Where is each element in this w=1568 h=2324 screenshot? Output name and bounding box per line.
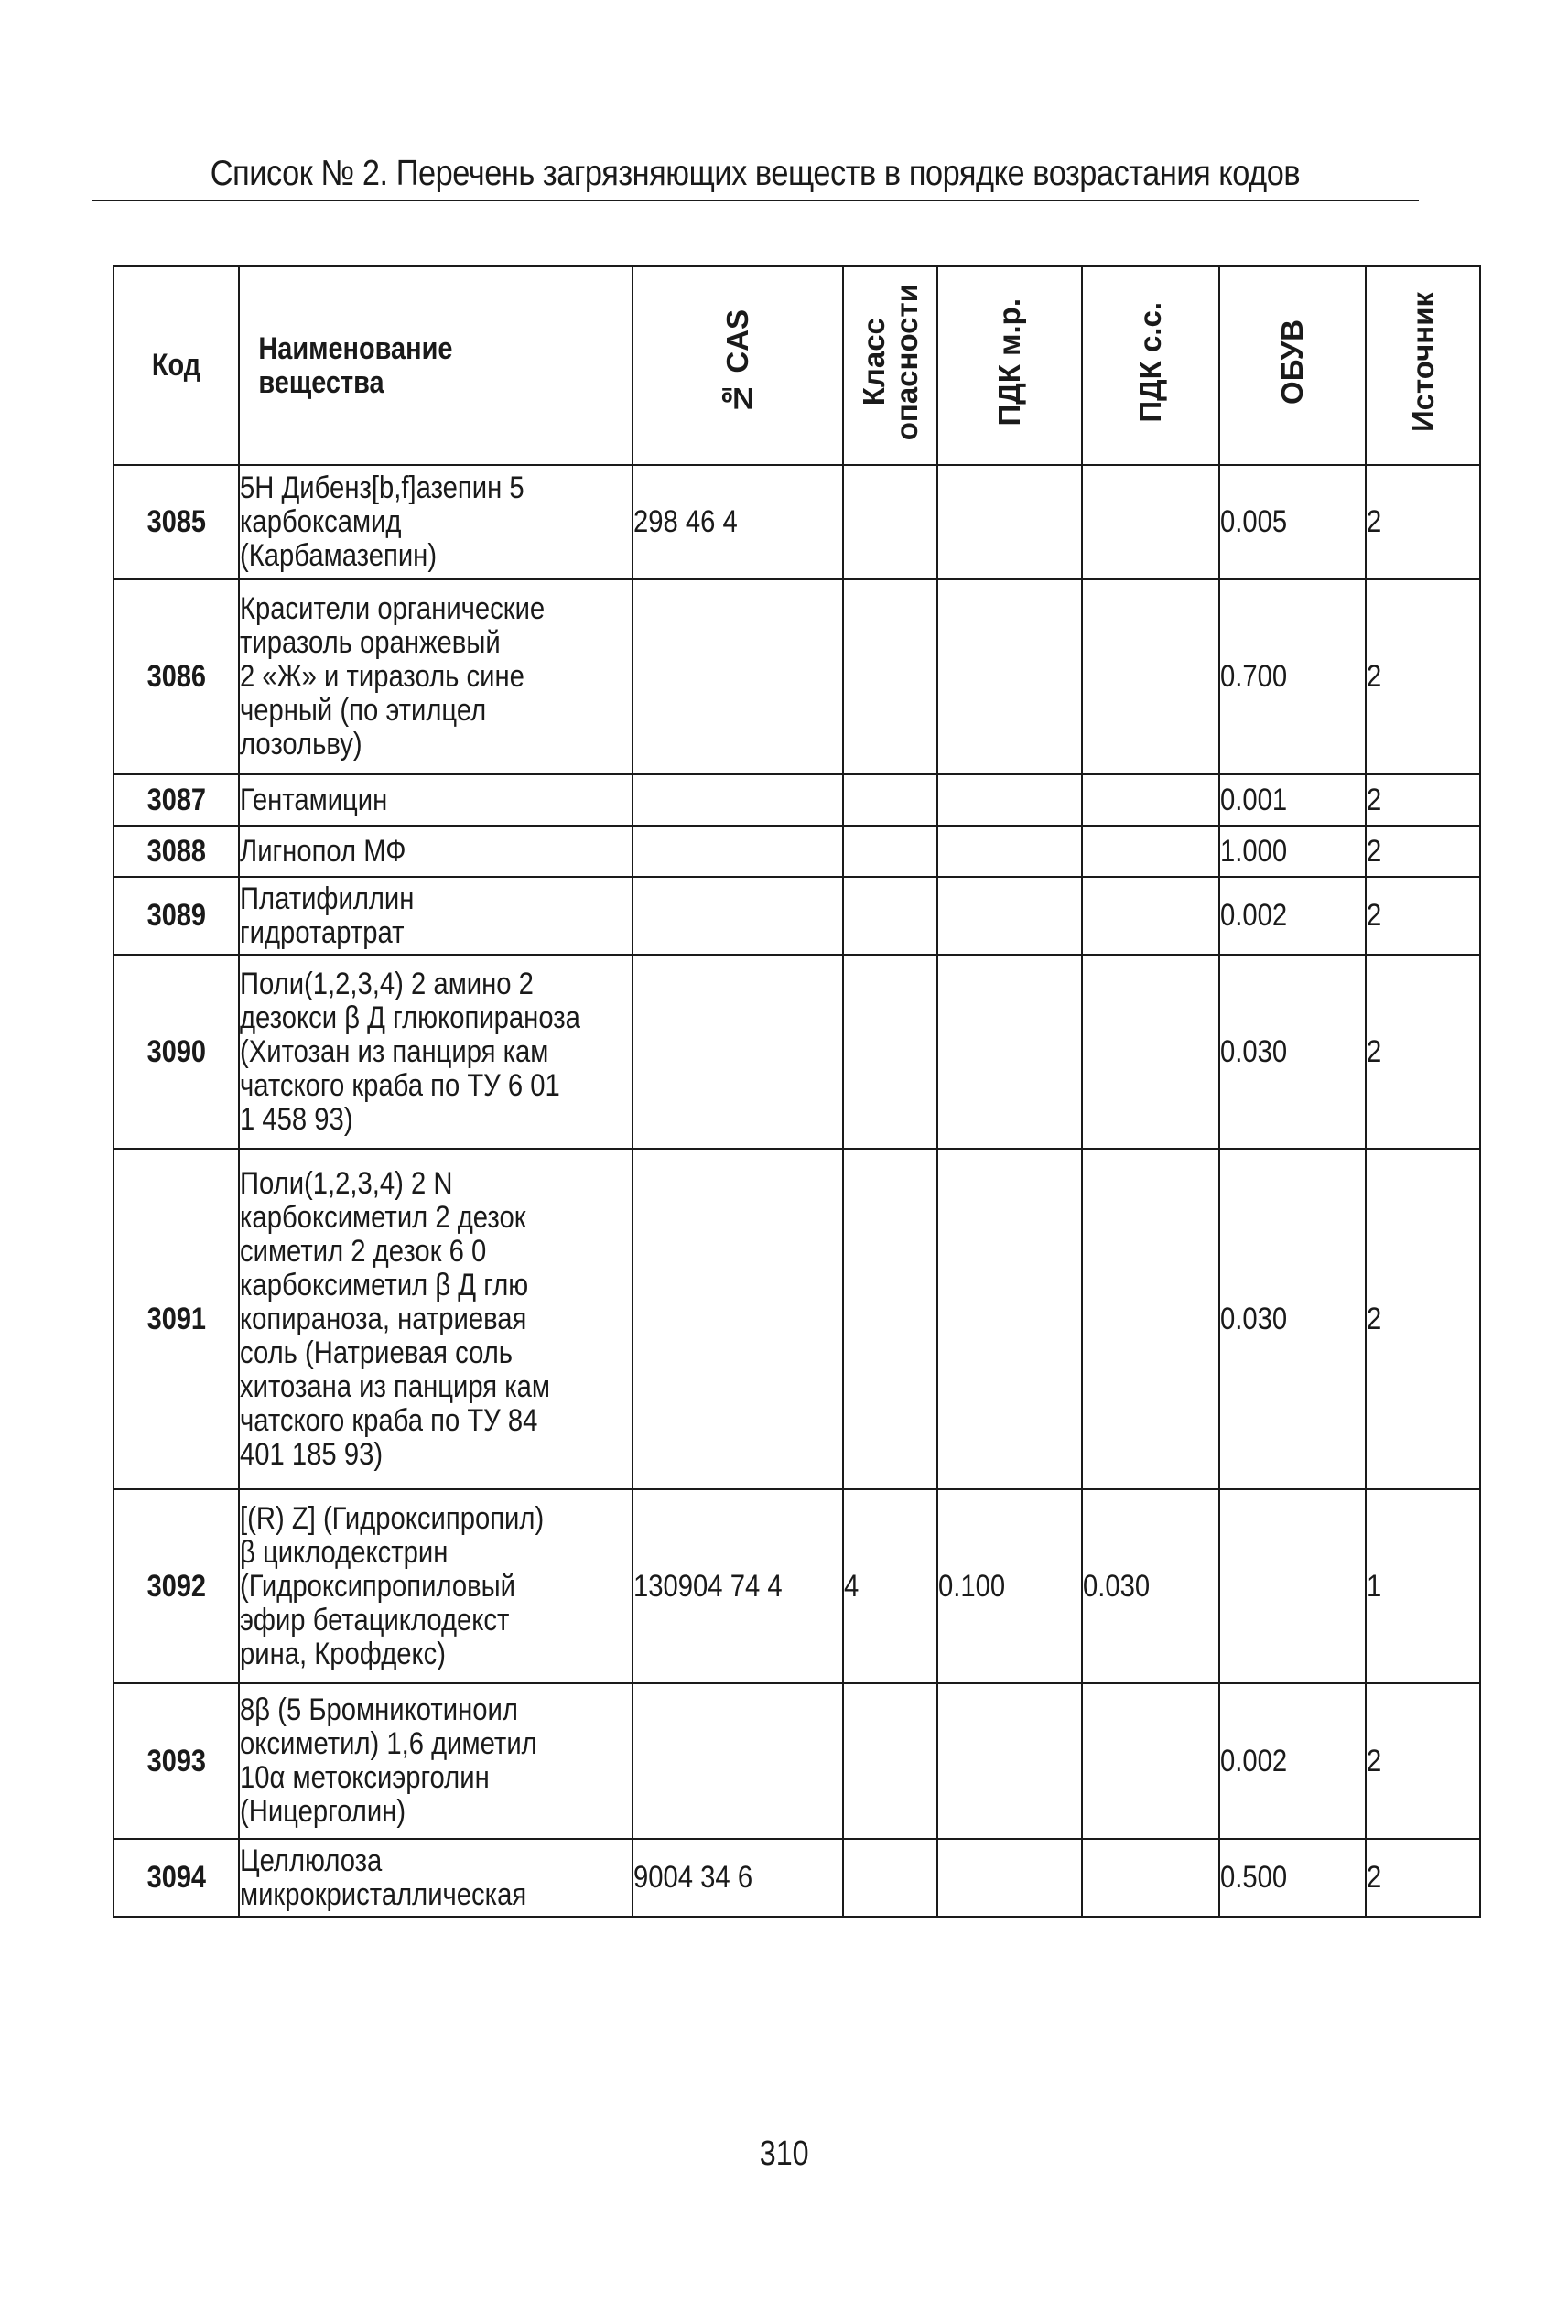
- cell-pdk-mr: 0.100: [937, 1489, 1082, 1683]
- cell-obuv: 0.030: [1219, 1149, 1366, 1489]
- cell-name: [239, 1149, 633, 1489]
- cell-pdk-mr: [937, 465, 1082, 579]
- cell-pdk-ss: [1082, 877, 1219, 955]
- table-row: [114, 826, 1480, 877]
- table-row: [114, 1489, 1480, 1683]
- substances-table: [113, 265, 1481, 1918]
- name-line: карбоксамид: [240, 504, 402, 539]
- cell-name: [239, 465, 633, 579]
- cell-cas: [633, 1683, 843, 1839]
- column-header-code: Код: [114, 266, 239, 465]
- cell-pdk-mr: [937, 826, 1082, 877]
- cell-cas: [633, 774, 843, 826]
- cell-obuv: 1.000: [1219, 826, 1366, 877]
- name-line: Поли(1,2,3,4) 2 амино 2: [240, 966, 534, 1001]
- cell-pdk-ss: 0.030: [1082, 1489, 1219, 1683]
- table-row: [114, 877, 1480, 955]
- cell-name: [239, 1489, 633, 1683]
- name-line: карбоксиметил 2 дезок: [240, 1199, 526, 1235]
- cell-obuv: 0.005: [1219, 465, 1366, 579]
- cell-hazard-class: [843, 826, 937, 877]
- cell-code: 3086: [114, 579, 239, 774]
- cell-obuv: 0.002: [1219, 1683, 1366, 1839]
- cell-pdk-mr: [937, 774, 1082, 826]
- name-line: Целлюлоза: [240, 1843, 383, 1878]
- table-row: [114, 465, 1480, 579]
- name-line: рина, Крофдекс): [240, 1636, 447, 1671]
- name-line: хитозана из панциря кам: [240, 1368, 551, 1404]
- cell-code: 3093: [114, 1683, 239, 1839]
- cell-cas: 9004 34 6: [633, 1839, 843, 1917]
- cell-pdk-mr: [937, 1683, 1082, 1839]
- name-line: черный (по этилцел: [240, 693, 487, 728]
- name-line: 5Н Дибенз[b,f]азепин 5: [240, 470, 524, 505]
- name-line: оксиметил) 1,6 диметил: [240, 1726, 537, 1761]
- cell-pdk-ss: [1082, 579, 1219, 774]
- cell-code: 3091: [114, 1149, 239, 1489]
- column-header-pdk-ss: ПДК с.с.: [1082, 266, 1219, 465]
- cell-name: [239, 579, 633, 774]
- cell-hazard-class: [843, 1149, 937, 1489]
- cell-code: 3094: [114, 1839, 239, 1917]
- cell-hazard-class: 4: [843, 1489, 937, 1683]
- cell-name: [239, 877, 633, 955]
- cell-source: 2: [1366, 579, 1480, 774]
- name-line: 10α метоксиэрголин: [240, 1760, 490, 1795]
- table-body: [114, 465, 1480, 1917]
- column-header-source: Источник: [1366, 266, 1480, 465]
- name-line: гидротартрат: [240, 914, 405, 950]
- cell-source: 2: [1366, 465, 1480, 579]
- cell-pdk-mr: [937, 877, 1082, 955]
- cell-cas: [633, 1149, 843, 1489]
- cell-cas: 298 46 4: [633, 465, 843, 579]
- cell-obuv: 0.002: [1219, 877, 1366, 955]
- cell-pdk-ss: [1082, 1683, 1219, 1839]
- cell-code: 3089: [114, 877, 239, 955]
- header-row: [114, 266, 1480, 465]
- cell-source: 2: [1366, 955, 1480, 1149]
- cell-name: [239, 1839, 633, 1917]
- name-line: [(R) Z] (Гидроксипропил): [240, 1500, 545, 1536]
- table-row: [114, 1683, 1480, 1839]
- cell-obuv: 0.700: [1219, 579, 1366, 774]
- cell-pdk-ss: [1082, 1839, 1219, 1917]
- column-header-cas: № CAS: [633, 266, 843, 465]
- name-line: тиразоль оранжевый: [240, 625, 501, 660]
- table-row: [114, 955, 1480, 1149]
- table-row: [114, 774, 1480, 826]
- name-line: (Ницерголин): [240, 1794, 406, 1829]
- cell-source: 2: [1366, 826, 1480, 877]
- cell-pdk-ss: [1082, 955, 1219, 1149]
- cell-pdk-ss: [1082, 1149, 1219, 1489]
- name-line: микрокристаллическая: [240, 1876, 527, 1912]
- cell-source: 2: [1366, 1839, 1480, 1917]
- name-line: 2 «Ж» и тиразоль сине: [240, 659, 524, 694]
- table-row: [114, 579, 1480, 774]
- cell-cas: [633, 579, 843, 774]
- name-line: карбоксиметил β Д глю: [240, 1267, 529, 1303]
- name-line: чатского краба по ТУ 84: [240, 1402, 538, 1438]
- name-line: копираноза, натриевая: [240, 1301, 527, 1336]
- cell-code: 3088: [114, 826, 239, 877]
- cell-pdk-mr: [937, 955, 1082, 1149]
- cell-name: [239, 774, 633, 826]
- cell-pdk-ss: [1082, 774, 1219, 826]
- name-line: соль (Натриевая соль: [240, 1335, 514, 1370]
- name-line: Лигнопол МФ: [240, 833, 406, 869]
- cell-name: [239, 826, 633, 877]
- name-line: Красители органические: [240, 591, 546, 626]
- cell-source: 2: [1366, 1149, 1480, 1489]
- name-line: Гентамицин: [240, 782, 388, 817]
- table-row: [114, 1839, 1480, 1917]
- column-header-pdk-mr: ПДК м.р.: [937, 266, 1082, 465]
- cell-obuv: 0.030: [1219, 955, 1366, 1149]
- header-rule: [92, 200, 1419, 201]
- cell-obuv: 0.001: [1219, 774, 1366, 826]
- cell-hazard-class: [843, 579, 937, 774]
- name-line: 1 458 93): [240, 1101, 353, 1137]
- cell-hazard-class: [843, 955, 937, 1149]
- name-line: Поли(1,2,3,4) 2 N: [240, 1165, 453, 1201]
- cell-code: 3090: [114, 955, 239, 1149]
- cell-cas: [633, 955, 843, 1149]
- cell-code: 3087: [114, 774, 239, 826]
- cell-hazard-class: [843, 465, 937, 579]
- name-line: дезокси β Д глюкопираноза: [240, 1000, 580, 1035]
- cell-source: 2: [1366, 877, 1480, 955]
- page-header: Список № 2. Перечень загрязняющих веществ в порядке возрастания кодов: [210, 154, 1301, 193]
- cell-cas: [633, 877, 843, 955]
- cell-name: [239, 955, 633, 1149]
- name-line: эфир бетациклодекст: [240, 1602, 510, 1638]
- cell-cas: 130904 74 4: [633, 1489, 843, 1683]
- cell-hazard-class: [843, 774, 937, 826]
- cell-hazard-class: [843, 1839, 937, 1917]
- cell-hazard-class: [843, 1683, 937, 1839]
- cell-pdk-ss: [1082, 465, 1219, 579]
- name-line: 401 185 93): [240, 1436, 384, 1472]
- cell-pdk-ss: [1082, 826, 1219, 877]
- cell-pdk-mr: [937, 1839, 1082, 1917]
- cell-code: 3085: [114, 465, 239, 579]
- name-line: чатского краба по ТУ 6 01: [240, 1067, 560, 1103]
- cell-hazard-class: [843, 877, 937, 955]
- name-line: (Карбамазепин): [240, 538, 438, 573]
- name-line: 8β (5 Бромникотиноил: [240, 1692, 518, 1727]
- cell-obuv: 0.500: [1219, 1839, 1366, 1917]
- name-line: (Хитозан из панциря кам: [240, 1033, 549, 1069]
- cell-pdk-mr: [937, 1149, 1082, 1489]
- cell-name: [239, 1683, 633, 1839]
- cell-pdk-mr: [937, 579, 1082, 774]
- page-number: 310: [759, 2135, 809, 2173]
- name-line: лозольву): [240, 727, 362, 762]
- cell-cas: [633, 826, 843, 877]
- name-line: симетил 2 дезок 6 0: [240, 1233, 487, 1269]
- cell-source: 2: [1366, 1683, 1480, 1839]
- cell-code: 3092: [114, 1489, 239, 1683]
- cell-source: 2: [1366, 774, 1480, 826]
- cell-source: 1: [1366, 1489, 1480, 1683]
- name-line: (Гидроксипропиловый: [240, 1568, 515, 1604]
- name-line: Платифиллин: [240, 881, 415, 916]
- cell-obuv: [1219, 1489, 1366, 1683]
- column-header-obuv: ОБУВ: [1219, 266, 1366, 465]
- column-header-hazard-class: Класс опасности: [843, 266, 937, 465]
- table-row: [114, 1149, 1480, 1489]
- name-line: β циклодекстрин: [240, 1534, 449, 1570]
- column-header-name: Наименование вещества: [239, 266, 633, 465]
